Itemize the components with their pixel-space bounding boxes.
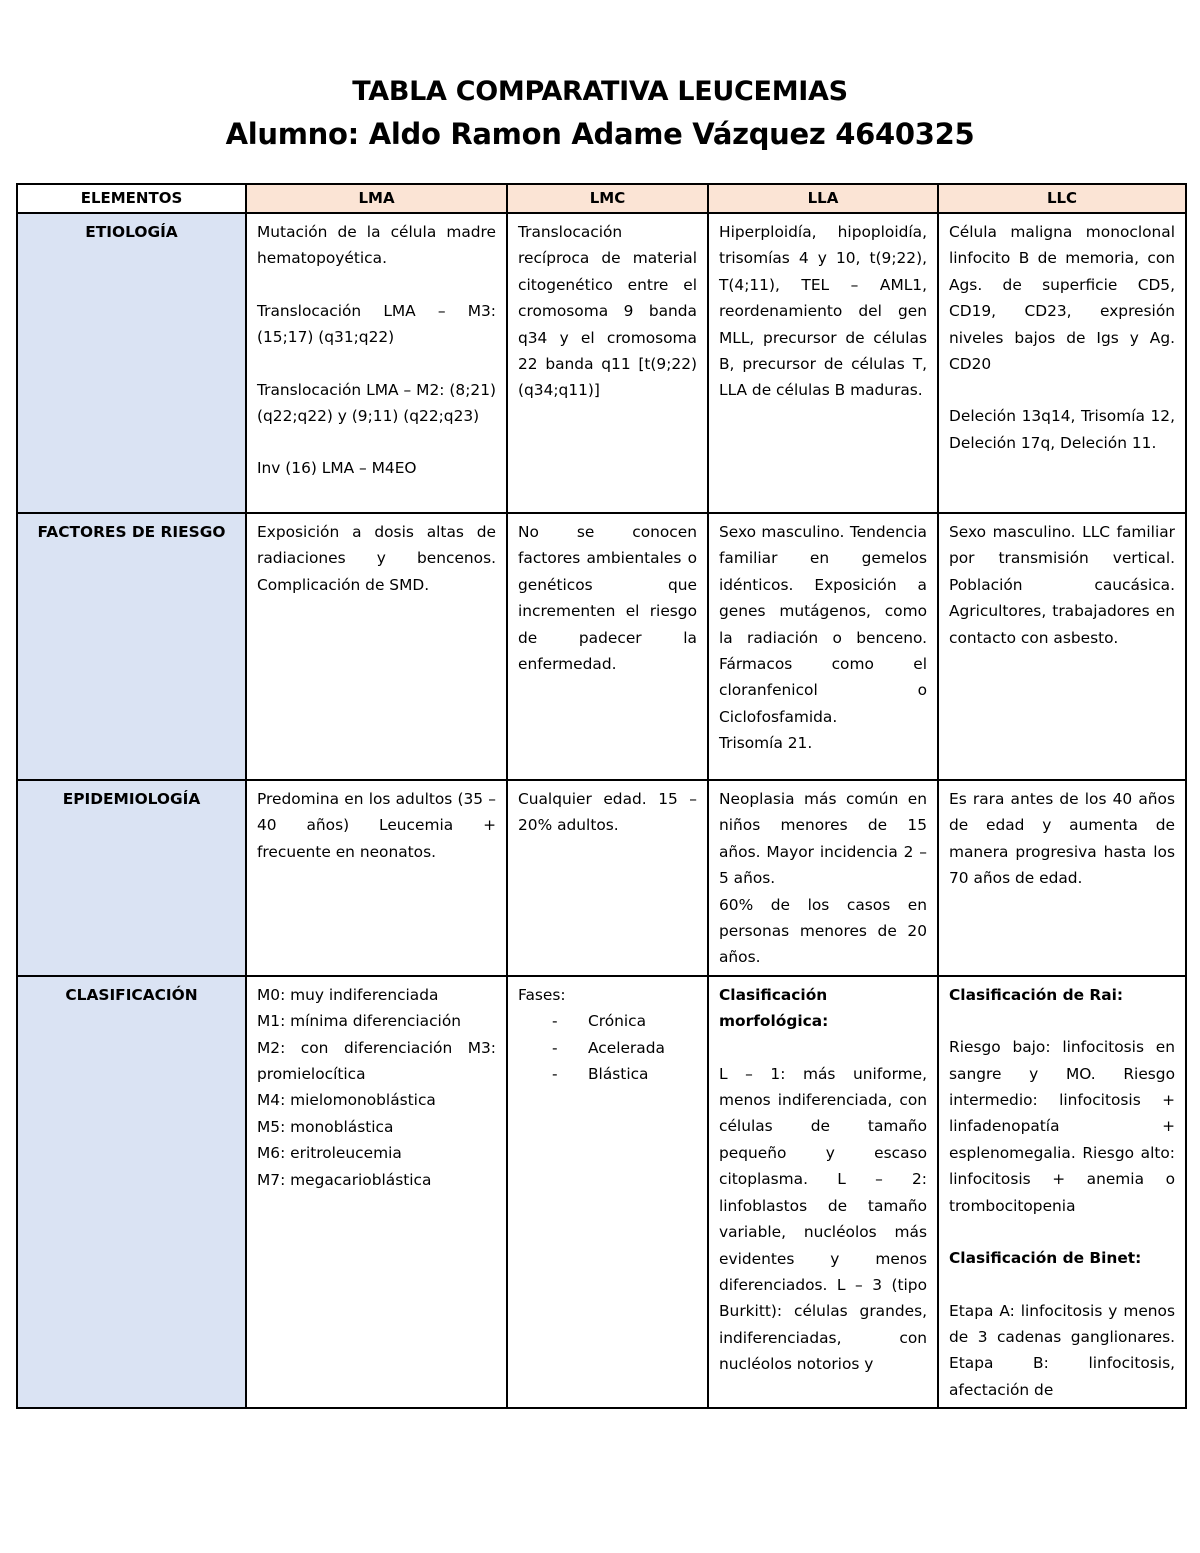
row-factores-riesgo: [17, 513, 1186, 780]
list-item: M0: muy indiferenciada: [257, 985, 439, 1004]
student-name: Alumno: Aldo Ramon Adame Vázquez 4640325: [225, 117, 975, 151]
cell-factores-llc: Sexo masculino. LLC familiar por transmisión vertical. Población caucásica. Agricultores, trabajadores en contacto con asbesto.: [938, 513, 1186, 780]
header-lmc: LMC: [507, 184, 708, 213]
phases-list: [518, 1008, 697, 1087]
header-elementos: ELEMENTOS: [17, 184, 246, 213]
section-heading: Clasificación de Rai:: [949, 985, 1124, 1004]
list-item: M7: megacarioblástica: [257, 1170, 432, 1189]
cell-etiologia-lmc: Translocación recíproca de material citogenético entre el cromosoma 9 banda q34 y el cromosoma 22 banda q11 [t(9;22)(q34;q11)]: [507, 213, 708, 513]
cell-text: Célula maligna monoclonal linfocito B de memoria, con Ags. de superficie CD5, CD19, CD23, expresión niveles bajos de Igs y Ag. CD20: [949, 223, 1175, 374]
cell-epidemiologia-llc: Es rara antes de los 40 años de edad y aumenta de manera progresiva hasta los 70 años de edad.: [938, 780, 1186, 976]
row-label-clasificacion: CLASIFICACIÓN: [17, 976, 246, 1408]
row-etiologia: [17, 213, 1186, 513]
cell-text: 60% de los casos en personas menores de 20 años.: [719, 895, 927, 967]
section-heading: Clasificación morfológica:: [719, 985, 829, 1031]
cell-etiologia-lma: [246, 213, 507, 513]
document-title: TABLA COMPARATIVA LEUCEMIAS: [352, 76, 848, 107]
cell-text: Etapa A: linfocitosis y menos de 3 cadenas ganglionares. Etapa B: linfocitosis, afectación de: [949, 1301, 1175, 1399]
cell-text: Translocación LMA – M3: (15;17) (q31;q22): [257, 301, 496, 347]
list-item: - Acelerada: [552, 1035, 697, 1061]
cell-clasificacion-lla: [708, 976, 938, 1408]
row-label-etiologia: ETIOLOGÍA: [17, 213, 246, 513]
list-item: M4: mielomonoblástica: [257, 1091, 436, 1110]
list-item: M6: eritroleucemia: [257, 1144, 402, 1163]
list-item: M2: con diferenciación M3: promielocítica: [257, 1038, 496, 1084]
list-item: M1: mínima diferenciación: [257, 1012, 461, 1031]
cell-text: Sexo masculino. Tendencia familiar en gemelos idénticos. Exposición a genes mutágenos, como la radiación o benceno. Fármacos como el cloranfenicol o Ciclofosfamida.: [719, 523, 927, 726]
header-row: [17, 184, 1186, 213]
cell-etiologia-lla: Hiperploidía, hipoploidía, trisomías 4 y 10, t(9;22), T(4;11), TEL – AML1, reordenamiento del gen MLL, precursor de células B, precursor de células T, LLA de células B maduras.: [708, 213, 938, 513]
row-epidemiologia: [17, 780, 1186, 976]
cell-etiologia-llc: [938, 213, 1186, 513]
comparison-table: [16, 183, 1187, 1409]
header-llc: LLC: [938, 184, 1186, 213]
cell-clasificacion-lma: [246, 976, 507, 1408]
list-item: M5: monoblástica: [257, 1117, 394, 1136]
cell-epidemiologia-lma: Predomina en los adultos (35 – 40 años) Leucemia + frecuente en neonatos.: [246, 780, 507, 976]
section-heading: Clasificación de Binet:: [949, 1249, 1142, 1268]
phases-label: Fases:: [518, 985, 566, 1004]
cell-text: Inv (16) LMA – M4EO: [257, 459, 417, 478]
cell-text: Neoplasia más común en niños menores de 15 años. Mayor incidencia 2 – 5 años.: [719, 790, 927, 888]
cell-text: L – 1: más uniforme, menos indiferenciada, con células de tamaño pequeño y escaso citoplasma. L – 2: linfoblastos de tamaño variable, nucléolos más evidentes y menos diferenciados. L – 3 (tipo Burkitt): células grandes, indiferenciadas, con nucléolos notorios y: [719, 1064, 927, 1374]
cell-factores-lmc: No se conocen factores ambientales o genéticos que incrementen el riesgo de padecer la enfermedad.: [507, 513, 708, 780]
cell-clasificacion-lmc: [507, 976, 708, 1408]
cell-text: Trisomía 21.: [719, 734, 813, 753]
cell-clasificacion-llc: [938, 976, 1186, 1408]
cell-text: Deleción 13q14, Trisomía 12, Deleción 17q, Deleción 11.: [949, 407, 1175, 452]
row-label-factores-riesgo: FACTORES DE RIESGO: [17, 513, 246, 780]
header-lla: LLA: [708, 184, 938, 213]
cell-factores-lma: Exposición a dosis altas de radiaciones y bencenos. Complicación de SMD.: [246, 513, 507, 780]
list-item: - Crónica: [552, 1008, 697, 1034]
list-item: - Blástica: [552, 1061, 697, 1087]
row-label-epidemiologia: EPIDEMIOLOGÍA: [17, 780, 246, 976]
cell-text: Mutación de la célula madre hematopoyética.: [257, 223, 496, 268]
cell-epidemiologia-lmc: Cualquier edad. 15 – 20% adultos.: [507, 780, 708, 976]
cell-epidemiologia-lla: [708, 780, 938, 976]
header-lma: LMA: [246, 184, 507, 213]
cell-factores-lla: [708, 513, 938, 780]
cell-text: Riesgo bajo: linfocitosis en sangre y MO. Riesgo intermedio: linfocitosis + linfadenopatía + esplenomegalia. Riesgo alto: linfocitosis + anemia o trombocitopenia: [949, 1038, 1175, 1215]
cell-text: Translocación LMA – M2: (8;21) (q22;q22) y (9;11) (q22;q23): [257, 380, 496, 426]
row-clasificacion: [17, 976, 1186, 1408]
